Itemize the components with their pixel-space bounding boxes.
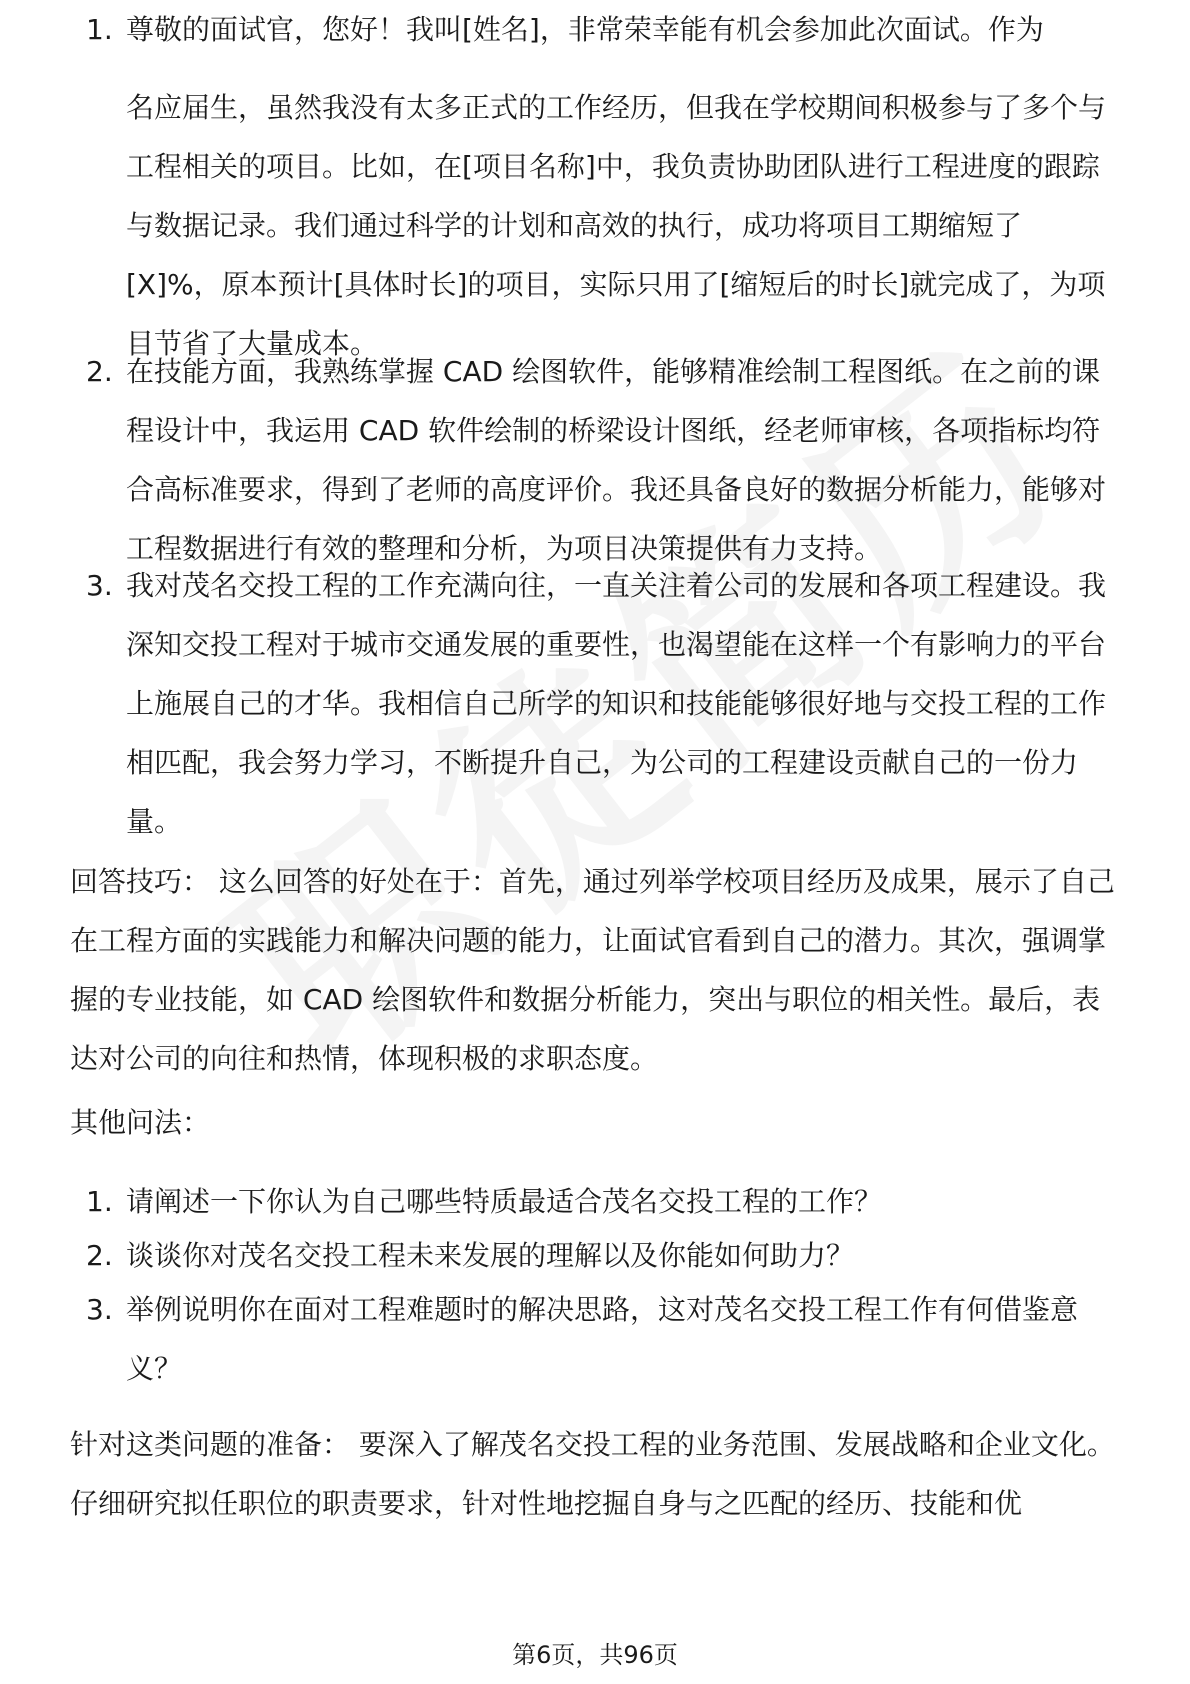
tips-text: 这么回答的好处在于：首先，通过列举学校项目经历及成果，展示了自己在工程方面的实践能力和解决问题的能力，让面试官看到自己的潜力。其次，强调掌握的专业技能，如 CAD 绘图软件和数据分析能力，突出与职位的相关性。最后，表达对公司的向往和热情，体现积极的求职态度。 [70, 865, 1115, 1075]
cut-off-line [0, 0, 1190, 58]
list-item-cut-text: 尊敬的面试官，您好！我叫[姓名]，非常荣幸能有机会参加此次面试。作为 [126, 13, 1044, 46]
list-number: 1. [86, 1185, 113, 1218]
list-item-text: 请阐述一下你认为自己哪些特质最适合茂名交投工程的工作？ [126, 1185, 883, 1218]
preparation-label: 针对这类问题的准备： [70, 1428, 351, 1461]
other-questions-label: 其他问法： [70, 1106, 211, 1139]
answer-tips [70, 852, 1120, 1088]
preparation-text: 要深入了解茂名交投工程的业务范围、发展战略和企业文化。仔细研究拟任职位的职责要求，针对性地挖掘自身与之匹配的经历、技能和优 [70, 1428, 1115, 1520]
list-number: 1. [86, 13, 113, 46]
list-item-text: 谈谈你对茂名交投工程未来发展的理解以及你能如何助力？ [126, 1239, 855, 1272]
list-item-text: 名应届生，虽然我没有太多正式的工作经历，但我在学校期间积极参与了多个与工程相关的项目。比如，在[项目名称]中，我负责协助团队进行工程进度的跟踪与数据记录。我们通过科学的计划和高效的执行，成功将项目工期缩短了[X]%，原本预计[具体时长]的项目，实际只用了[缩短后的时长]就完成了，为项目节省了大量成本。 [126, 91, 1107, 360]
list-number: 2. [86, 1239, 113, 1272]
list-item-text: 在技能方面，我熟练掌握 CAD 绘图软件，能够精准绘制工程图纸。在之前的课程设计中，我运用 CAD 软件绘制的桥梁设计图纸，经老师审核，各项指标均符合高标准要求，得到了老师的高度评价。我还具备良好的数据分析能力，能够对工程数据进行有效的整理和分析，为项目决策提供有力支持。 [126, 355, 1107, 565]
list-item-text: 举例说明你在面对工程难题时的解决思路，这对茂名交投工程工作有何借鉴意义？ [126, 1293, 1079, 1385]
list-number: 3. [86, 1293, 113, 1326]
list-number: 2. [86, 355, 113, 388]
page-number-footer: 第6页，共96页 [512, 1641, 678, 1669]
tips-label: 回答技巧： [70, 865, 211, 898]
list-item-text: 我对茂名交投工程的工作充满向往，一直关注着公司的发展和各项工程建设。我深知交投工程对于城市交通发展的重要性，也渴望能在这样一个有影响力的平台上施展自己的才华。我相信自己所学的知识和技能能够很好地与交投工程的工作相匹配，我会努力学习，不断提升自己，为公司的工程建设贡献自己的一份力量。 [126, 569, 1107, 838]
preparation-paragraph [70, 1415, 1120, 1525]
list-number: 3. [86, 569, 113, 602]
